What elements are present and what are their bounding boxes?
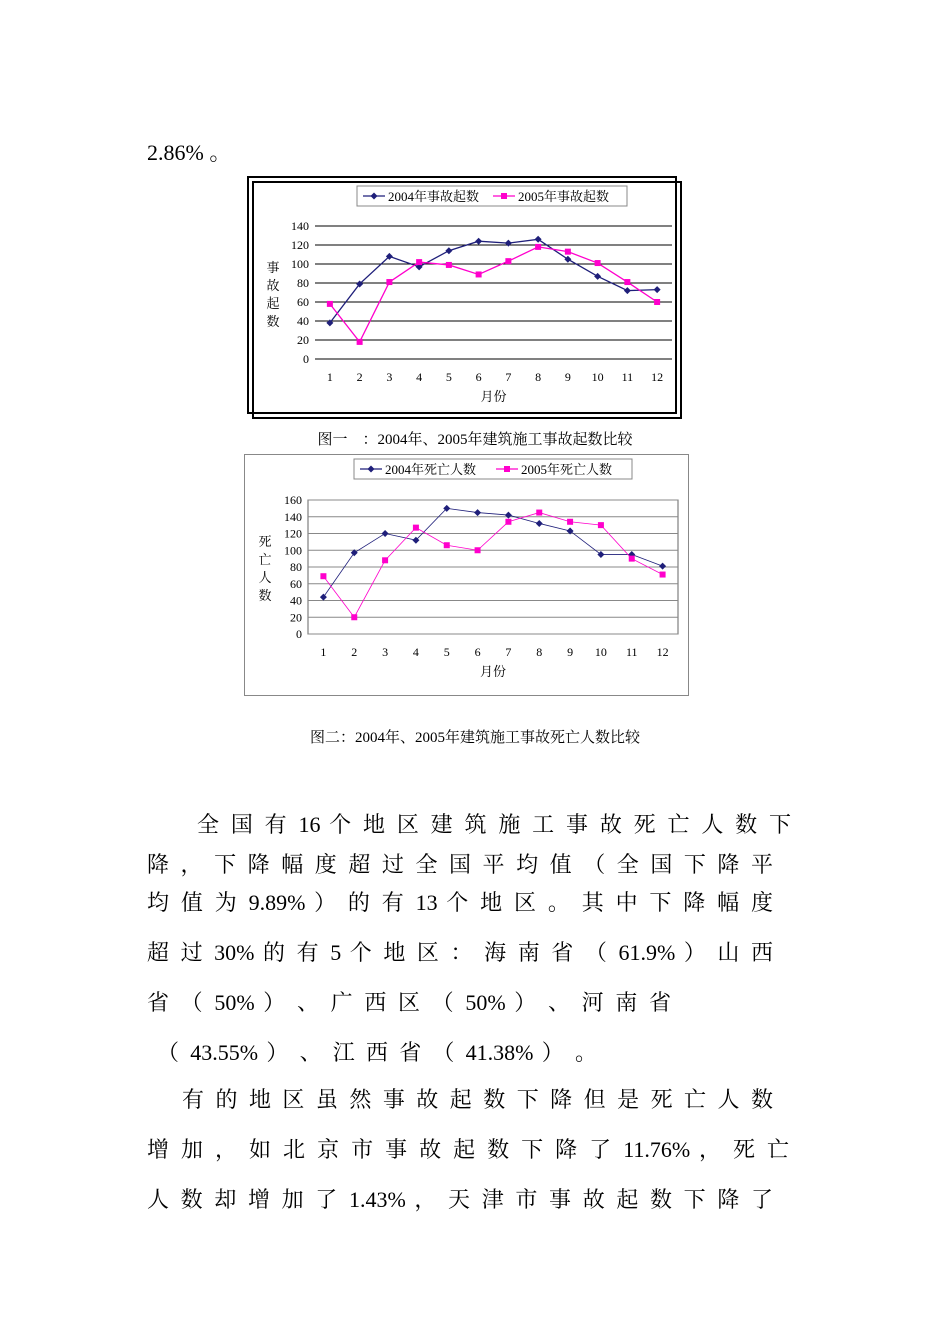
x-axis-label: 月份 — [480, 389, 507, 404]
para1-line: 均 值 为 9.89% ） 的 有 13 个 地 区 。 其 中 下 降 幅 度 — [147, 890, 773, 915]
legend-swatch-square — [504, 466, 510, 472]
x-tick-label: 1 — [320, 645, 327, 659]
x-tick-label: 2 — [356, 370, 363, 384]
x-tick-label: 7 — [505, 370, 512, 384]
x-tick-label: 9 — [567, 645, 574, 659]
legend-label: 2005年死亡人数 — [521, 462, 613, 477]
chart-death-count — [244, 454, 689, 696]
legend-label: 2004年死亡人数 — [385, 462, 477, 477]
data-point-diamond — [535, 236, 542, 243]
data-point-square — [595, 260, 601, 266]
x-tick-label: 3 — [382, 645, 389, 659]
data-point-square — [357, 339, 363, 345]
data-point-square — [624, 279, 630, 285]
x-axis-label: 月份 — [479, 664, 507, 679]
data-point-diamond — [505, 240, 512, 247]
data-point-square — [565, 249, 571, 255]
y-axis-label-char: 数 — [258, 588, 272, 603]
y-tick-label: 60 — [297, 295, 309, 309]
x-tick-label: 6 — [475, 370, 482, 384]
x-tick-label: 11 — [621, 370, 634, 384]
y-tick-label: 80 — [297, 276, 309, 290]
data-point-square — [446, 262, 452, 268]
x-tick-label: 7 — [505, 645, 512, 659]
chart-frame — [248, 177, 676, 413]
para2-line: 增 加 ， 如 北 京 市 事 故 起 数 下 降 了 11.76% ， 死 亡 — [147, 1137, 789, 1162]
y-tick-label: 120 — [291, 238, 309, 252]
y-axis-label-char: 故 — [266, 278, 280, 293]
x-tick-label: 11 — [625, 645, 638, 659]
x-tick-label: 4 — [412, 645, 419, 659]
y-tick-label: 100 — [291, 257, 309, 271]
data-point-diamond — [445, 247, 452, 254]
y-axis-label-char: 起 — [266, 296, 280, 311]
data-point-square — [413, 525, 419, 531]
para2-line: 人 数 却 增 加 了 1.43% ， 天 津 市 事 故 起 数 下 降 了 — [147, 1187, 773, 1212]
x-tick-label: 1 — [326, 370, 333, 384]
y-axis-label-char: 亡 — [258, 552, 272, 567]
chart-accident-count-svg — [247, 176, 683, 420]
y-tick-label: 40 — [290, 593, 302, 608]
y-tick-label: 0 — [303, 352, 309, 366]
x-tick-label: 12 — [656, 645, 669, 659]
data-point-square — [598, 522, 604, 528]
data-point-diamond — [475, 238, 482, 245]
y-tick-label: 20 — [297, 333, 309, 347]
data-point-square — [567, 519, 573, 525]
x-tick-label: 8 — [536, 645, 543, 659]
data-point-square — [535, 244, 541, 250]
x-tick-label: 10 — [594, 645, 607, 659]
para1-line: 超 过 30% 的 有 5 个 地 区 ： 海 南 省 （ 61.9% ） 山 西 — [147, 940, 773, 965]
x-tick-label: 12 — [651, 370, 664, 384]
data-point-square — [327, 301, 333, 307]
data-point-square — [505, 258, 511, 264]
x-tick-label: 9 — [564, 370, 571, 384]
x-tick-label: 5 — [443, 645, 450, 659]
y-axis-label-char: 人 — [258, 570, 272, 585]
y-tick-label: 60 — [290, 576, 302, 591]
y-tick-label: 120 — [284, 526, 302, 541]
data-point-square — [536, 510, 542, 516]
data-point-square — [444, 542, 450, 548]
data-point-diamond — [564, 256, 571, 263]
caption-fig1: 图一 ：2004年、2005年建筑施工事故起数比较 — [317, 432, 633, 448]
paragraph-2 — [147, 1083, 797, 1213]
y-tick-label: 100 — [284, 543, 302, 558]
y-axis-label-char: 数 — [266, 314, 280, 329]
legend-label: 2005年事故起数 — [518, 189, 610, 204]
data-point-square — [660, 572, 666, 578]
data-point-square — [475, 547, 481, 553]
data-point-square — [505, 519, 511, 525]
y-tick-label: 40 — [297, 314, 309, 328]
legend-label: 2004年事故起数 — [388, 189, 480, 204]
x-tick-label: 3 — [386, 370, 393, 384]
data-point-square — [416, 259, 422, 265]
y-tick-label: 140 — [284, 509, 302, 524]
x-tick-label: 4 — [416, 370, 423, 384]
chart-frame-shadow — [253, 182, 681, 418]
y-tick-label: 160 — [284, 493, 302, 507]
y-tick-label: 140 — [291, 219, 309, 233]
para2-line: 有 的 地 区 虽 然 事 故 起 数 下 降 但 是 死 亡 人 数 — [182, 1087, 773, 1112]
data-point-diamond — [624, 287, 631, 294]
x-tick-label: 8 — [535, 370, 542, 384]
y-tick-label: 80 — [290, 560, 302, 574]
paragraph-1 — [147, 808, 797, 1068]
x-tick-label: 5 — [445, 370, 452, 384]
x-tick-label: 10 — [591, 370, 604, 384]
data-point-square — [386, 279, 392, 285]
y-tick-label: 0 — [296, 627, 302, 641]
para1-line: 全 国 有 16 个 地 区 建 筑 施 工 事 故 死 亡 人 数 下 — [197, 812, 791, 837]
chart-accident-count — [247, 176, 683, 420]
data-point-square — [320, 573, 326, 579]
data-point-square — [476, 271, 482, 277]
x-tick-label: 6 — [474, 645, 481, 659]
data-point-square — [654, 299, 660, 305]
x-tick-label: 2 — [351, 645, 358, 659]
caption-fig2: 图二：2004年、2005年建筑施工事故死亡人数比较 — [309, 730, 640, 746]
series-line — [330, 239, 657, 323]
para1-line: 省 （ 50% ） 、 广 西 区 （ 50% ） 、 河 南 省 — [147, 990, 671, 1015]
chart-death-count-svg — [244, 454, 689, 696]
lead-text: 2.86% 。 — [147, 140, 232, 165]
data-point-diamond — [654, 286, 661, 293]
para1-line: （ 43.55% ） 、 江 西 省 （ 41.38% ） 。 — [157, 1040, 597, 1065]
data-point-diamond — [594, 273, 601, 280]
y-axis-label-char: 事 — [266, 260, 280, 275]
data-point-square — [351, 614, 357, 620]
data-point-square — [629, 556, 635, 562]
data-point-square — [382, 557, 388, 563]
legend-swatch-square — [501, 193, 507, 199]
para1-line: 降 ， 下 降 幅 度 超 过 全 国 平 均 值 （ 全 国 下 降 平 — [147, 852, 773, 877]
series-line — [330, 247, 657, 342]
y-tick-label: 20 — [290, 610, 302, 625]
y-axis-label-char: 死 — [258, 534, 272, 549]
